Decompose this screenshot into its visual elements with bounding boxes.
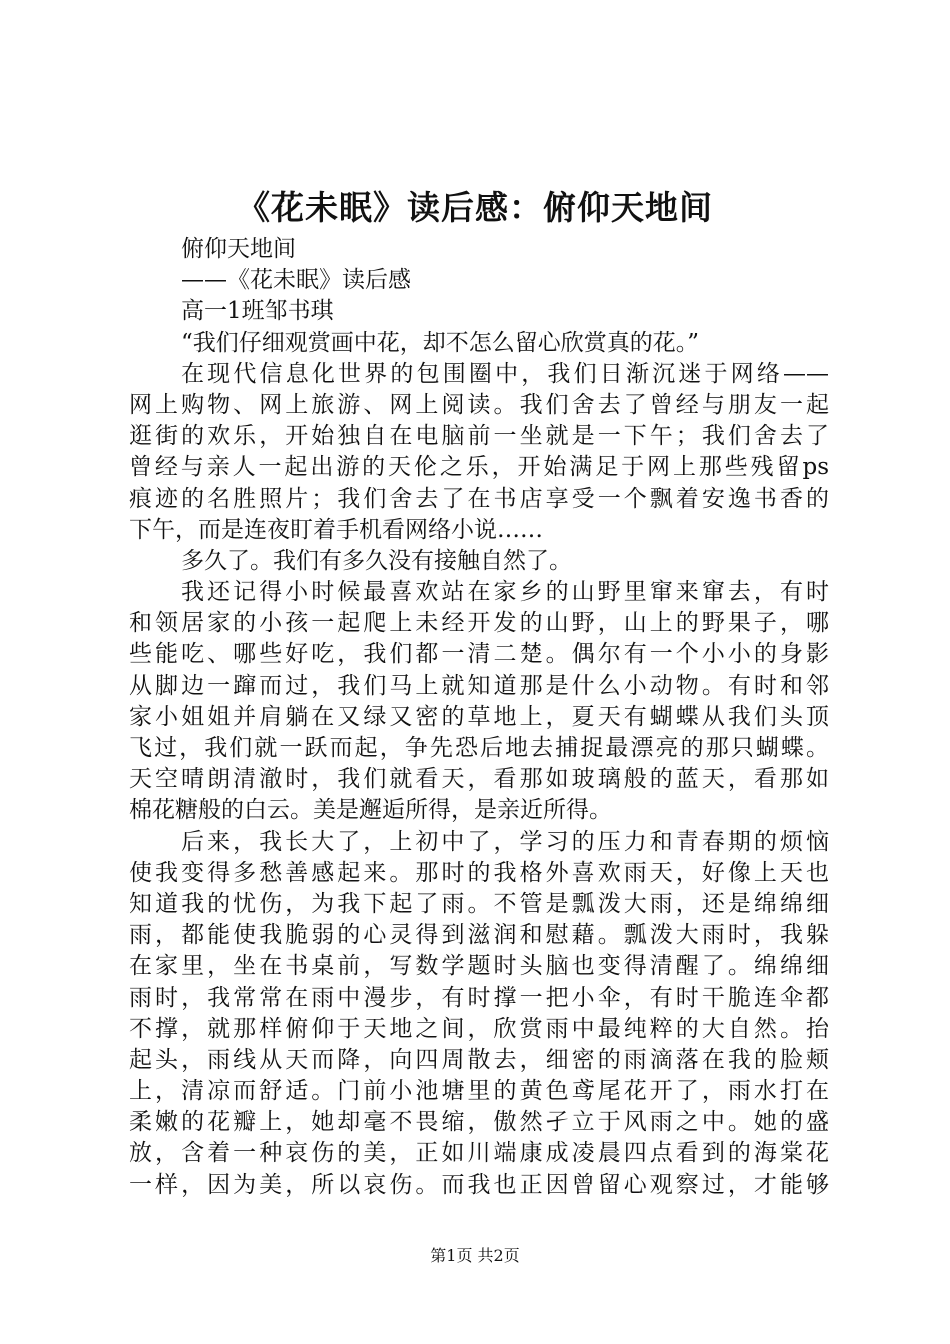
body-line: 下午，而是连夜盯着手机看网络小说…… xyxy=(129,516,543,543)
document-title: 《花未眠》读后感：俯仰天地间 xyxy=(237,188,713,227)
body-line: 雨时，我常常在雨中漫步，有时撑一把小伞，有时干脆连伞都 xyxy=(129,984,829,1011)
body-line: 雨，都能使我脆弱的心灵得到滋润和慰藉。瓢泼大雨时，我躲 xyxy=(129,922,829,949)
body-line: 我还记得小时候最喜欢站在家乡的山野里窜来窜去，有时 xyxy=(181,579,829,606)
body-line: 曾经与亲人一起出游的天伦之乐，开始满足于网上那些残留ps xyxy=(129,454,829,481)
body-line: 起头，雨线从天而降，向四周散去，细密的雨滴落在我的脸颊 xyxy=(129,1046,829,1073)
body-line: 高一1班邹书琪 xyxy=(181,298,334,325)
body-line: ——《花未眠》读后感 xyxy=(181,267,411,294)
body-line: 后来，我长大了，上初中了，学习的压力和青春期的烦恼 xyxy=(181,828,829,855)
body-line: 逛街的欢乐，开始独自在电脑前一坐就是一下午；我们舍去了 xyxy=(129,423,829,450)
body-line: 天空晴朗清澈时，我们就看天，看那如玻璃般的蓝天，看那如 xyxy=(129,766,829,793)
body-line: 一样，因为美，所以哀伤。而我也正因曾留心观察过，才能够 xyxy=(129,1171,829,1198)
page-footer: 第1页 共2页 xyxy=(430,1246,520,1265)
body-line: 些能吃、哪些好吃，我们都一清二楚。偶尔有一个小小的身影 xyxy=(129,641,829,668)
body-line: 知道我的忧伤，为我下起了雨。不管是瓢泼大雨，还是绵绵细 xyxy=(129,890,829,917)
body-line: 柔嫩的花瓣上，她却毫不畏缩，傲然孑立于风雨之中。她的盛 xyxy=(129,1109,829,1136)
body-line: “我们仔细观赏画中花，却不怎么留心欣赏真的花。” xyxy=(181,329,700,356)
body-line: 在现代信息化世界的包围圈中，我们日渐沉迷于网络—— xyxy=(181,360,829,387)
body-line: 家小姐姐并肩躺在又绿又密的草地上，夏天有蝴蝶从我们头顶 xyxy=(129,703,829,730)
body-line: 多久了。我们有多久没有接触自然了。 xyxy=(181,547,572,574)
body-line: 俯仰天地间 xyxy=(181,236,296,262)
document-body xyxy=(129,234,829,1201)
body-line: 放，含着一种哀伤的美，正如川端康成凌晨四点看到的海棠花 xyxy=(129,1140,829,1167)
body-line: 从脚边一蹿而过，我们马上就知道那是什么小动物。有时和邻 xyxy=(129,672,829,699)
body-line: 在家里，坐在书桌前，写数学题时头脑也变得清醒了。绵绵细 xyxy=(129,953,829,980)
body-line: 痕迹的名胜照片；我们舍去了在书店享受一个飘着安逸书香的 xyxy=(129,485,829,512)
body-line: 和领居家的小孩一起爬上未经开发的山野，山上的野果子，哪 xyxy=(129,610,829,637)
body-line: 使我变得多愁善感起来。那时的我格外喜欢雨天，好像上天也 xyxy=(129,859,829,886)
body-line: 棉花糖般的白云。美是邂逅所得，是亲近所得。 xyxy=(129,797,612,824)
body-line: 不撑，就那样俯仰于天地之间，欣赏雨中最纯粹的大自然。抬 xyxy=(129,1015,829,1042)
body-line: 上，清凉而舒适。门前小池塘里的黄色鸢尾花开了，雨水打在 xyxy=(129,1078,829,1105)
body-line: 网上购物、网上旅游、网上阅读。我们舍去了曾经与朋友一起 xyxy=(129,391,829,418)
body-line: 飞过，我们就一跃而起，争先恐后地去捕捉最漂亮的那只蝴蝶。 xyxy=(129,735,829,761)
